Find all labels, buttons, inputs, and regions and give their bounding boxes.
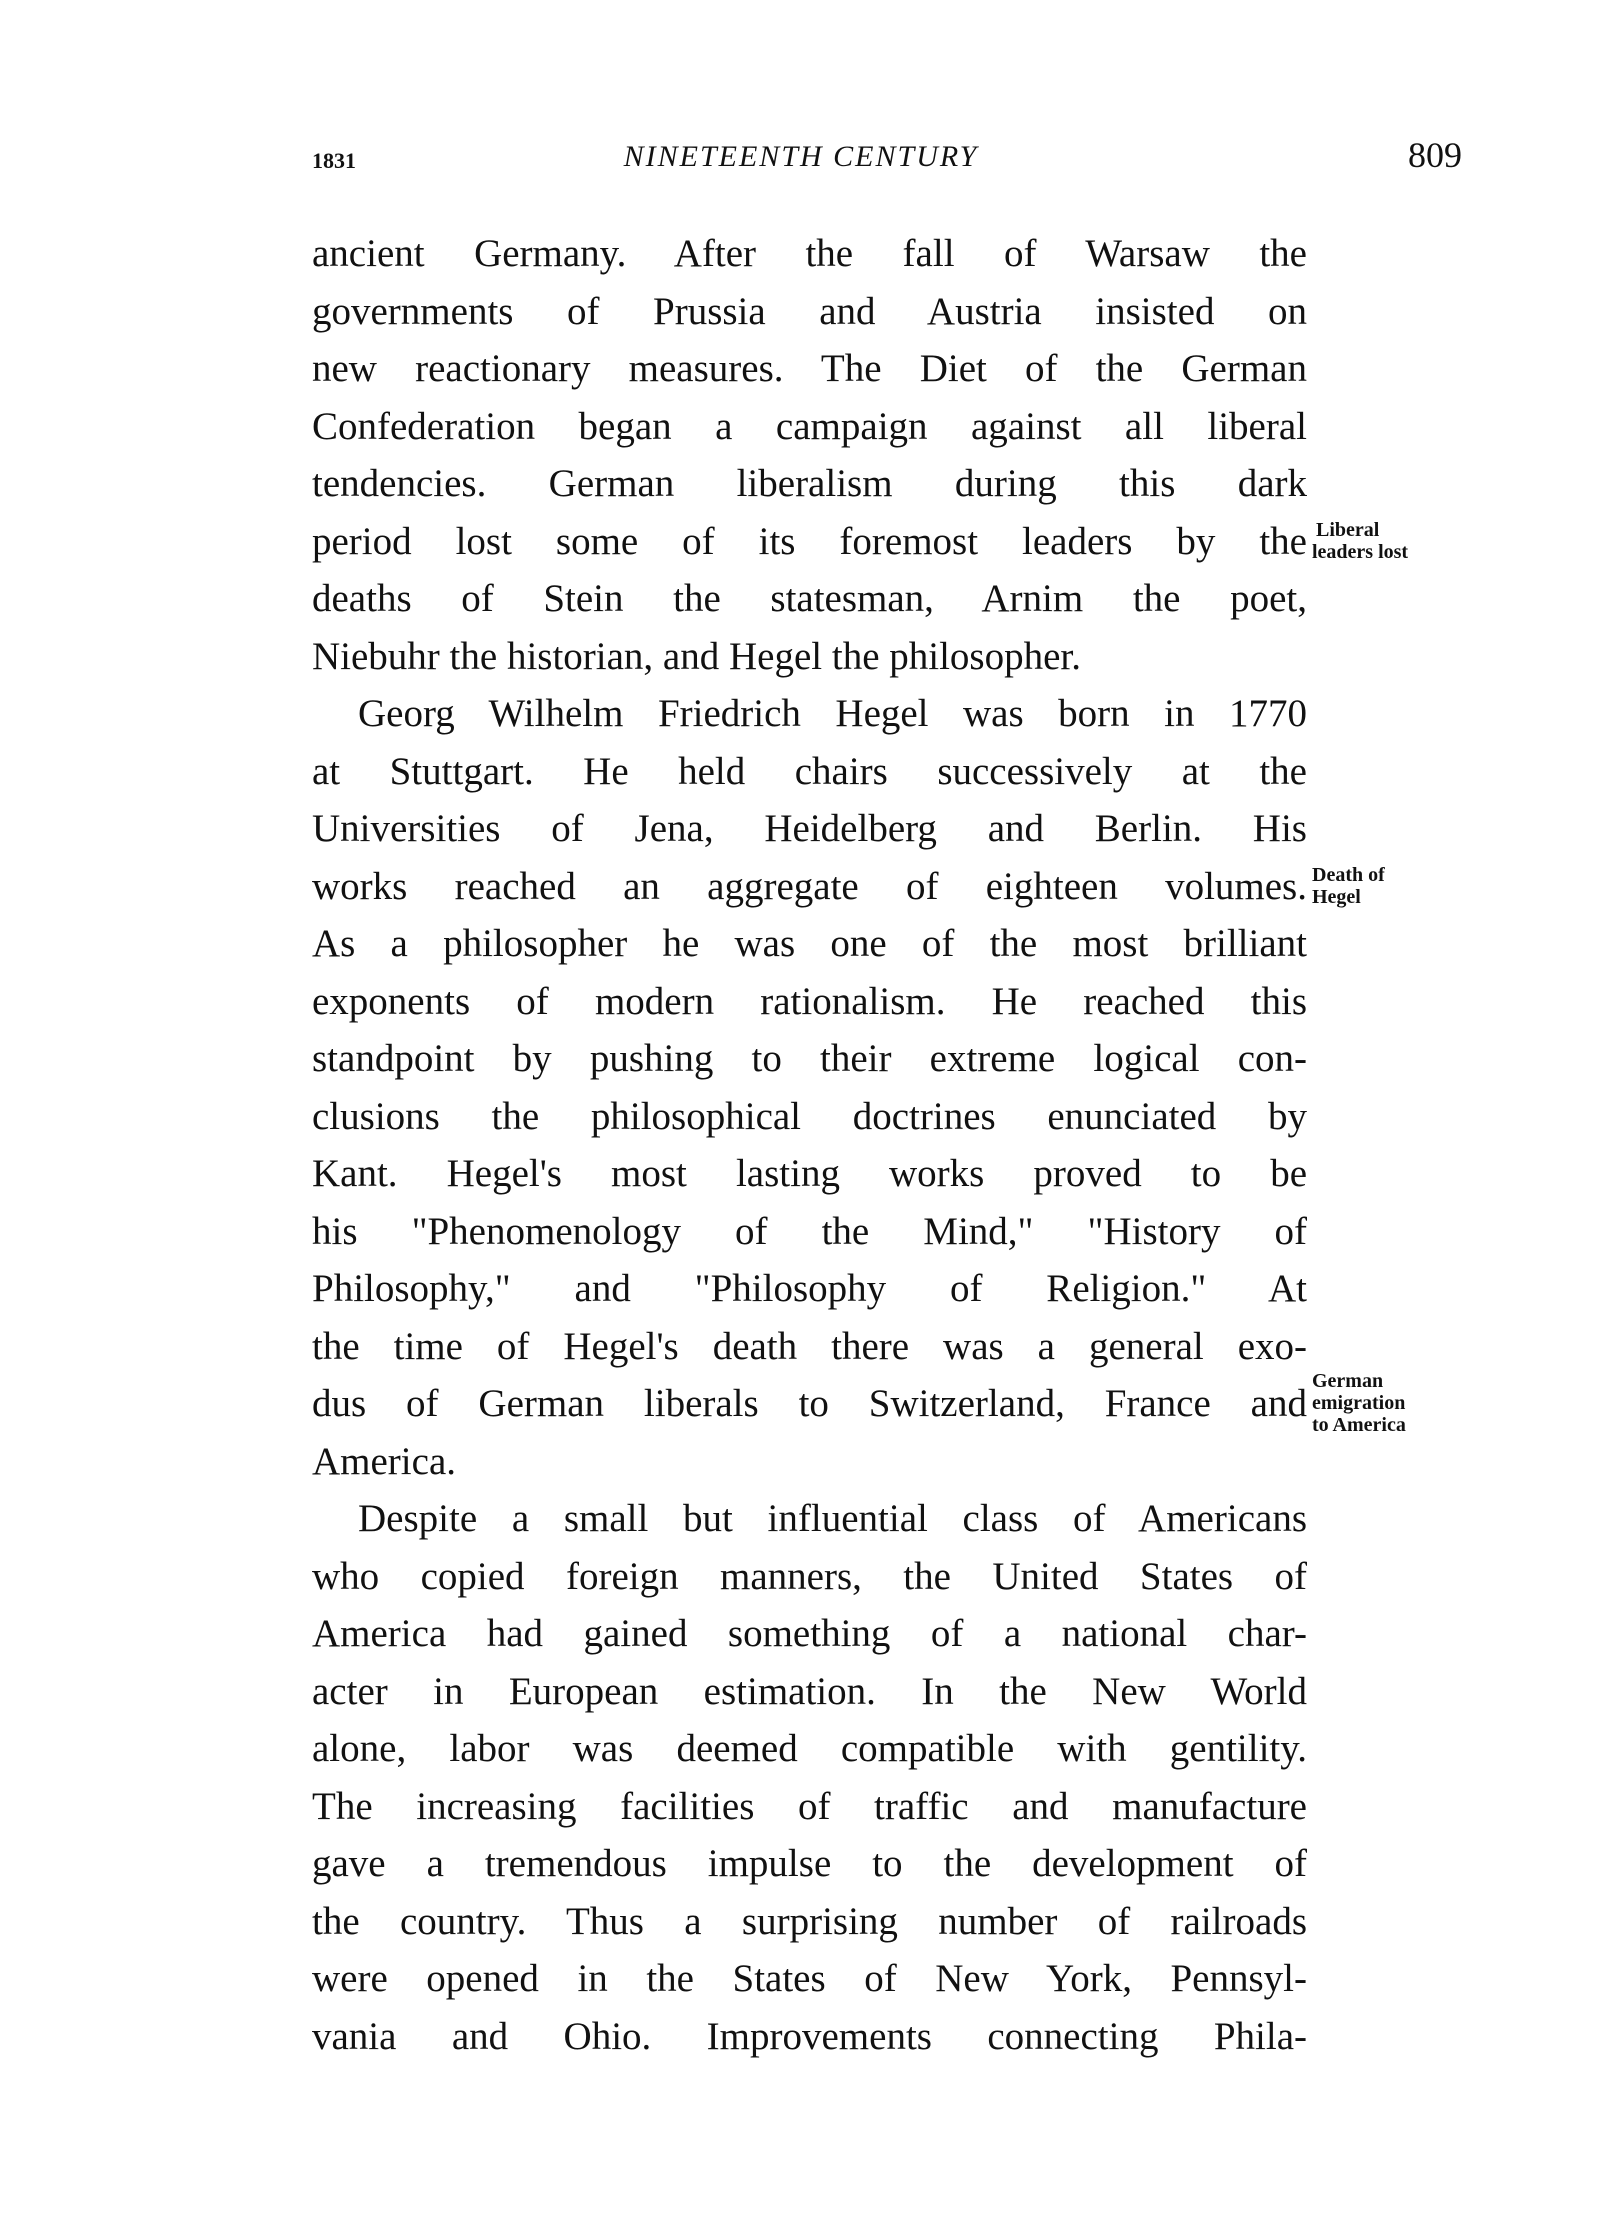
- text-line: at Stuttgart. He held chairs successively at the: [312, 749, 1307, 793]
- text-line: works reached an aggregate of eighteen volumes.: [312, 864, 1307, 908]
- text-line: the time of Hegel's death there was a general exo-: [312, 1324, 1307, 1368]
- text-line: period lost some of its foremost leaders by the: [312, 519, 1307, 563]
- text-line: Confederation began a campaign against all liberal: [312, 404, 1307, 448]
- text-line: deaths of Stein the statesman, Arnim the poet,: [312, 577, 1307, 620]
- text-line: America had gained something of a national char-: [312, 1612, 1307, 1655]
- text-line: ancient Germany. After the fall of Warsaw the: [312, 232, 1307, 275]
- text-line: Philosophy," and "Philosophy of Religion." At: [312, 1267, 1307, 1310]
- text-line: were opened in the States of New York, Pennsyl-: [312, 1957, 1307, 2000]
- text-line: acter in European estimation. In the New World: [312, 1669, 1307, 1713]
- text-line: Georg Wilhelm Friedrich Hegel was born in 1770: [358, 692, 1307, 735]
- text-line: who copied foreign manners, the United States of: [312, 1554, 1307, 1598]
- text-line: alone, labor was deemed compatible with gentility.: [312, 1727, 1307, 1770]
- margin-note: Liberal: [1316, 518, 1380, 541]
- running-head-year: 1831: [312, 148, 356, 173]
- margin-note: Death of: [1312, 863, 1385, 886]
- text-line: dus of German liberals to Switzerland, France and: [312, 1382, 1307, 1425]
- text-line: the country. Thus a surprising number of railroads: [312, 1899, 1307, 1943]
- running-head-title: NINETEENTH CENTURY: [623, 140, 979, 173]
- text-line: As a philosopher he was one of the most brilliant: [312, 922, 1307, 965]
- text-line: his "Phenomenology of the Mind," "History of: [312, 1209, 1307, 1253]
- text-line: Niebuhr the historian, and Hegel the philosopher.: [312, 634, 1081, 678]
- text-line: new reactionary measures. The Diet of the German: [312, 347, 1307, 390]
- text-line: Despite a small but influential class of Americans: [358, 1497, 1307, 1540]
- text-line: governments of Prussia and Austria insisted on: [312, 289, 1307, 333]
- margin-note: leaders lost: [1312, 540, 1409, 563]
- text-line: vania and Ohio. Improvements connecting Phila-: [312, 2014, 1307, 2058]
- text-line: The increasing facilities of traffic and manufacture: [312, 1784, 1307, 1828]
- margin-note: emigration: [1312, 1392, 1406, 1414]
- text-line: Kant. Hegel's most lasting works proved to be: [312, 1152, 1307, 1195]
- text-line: America.: [312, 1439, 457, 1483]
- text-line: tendencies. German liberalism during this dark: [312, 462, 1307, 505]
- text-line: standpoint by pushing to their extreme logical con-: [312, 1037, 1307, 1080]
- page-number: 809: [1408, 135, 1462, 175]
- text-line: exponents of modern rationalism. He reached this: [312, 979, 1307, 1023]
- margin-note: Hegel: [1312, 885, 1361, 908]
- text-line: Universities of Jena, Heidelberg and Berlin. His: [312, 807, 1307, 850]
- margin-note: German: [1312, 1370, 1384, 1392]
- text-line: gave a tremendous impulse to the development of: [312, 1842, 1307, 1885]
- margin-note: to America: [1312, 1414, 1406, 1436]
- text-line: clusions the philosophical doctrines enunciated by: [312, 1094, 1307, 1138]
